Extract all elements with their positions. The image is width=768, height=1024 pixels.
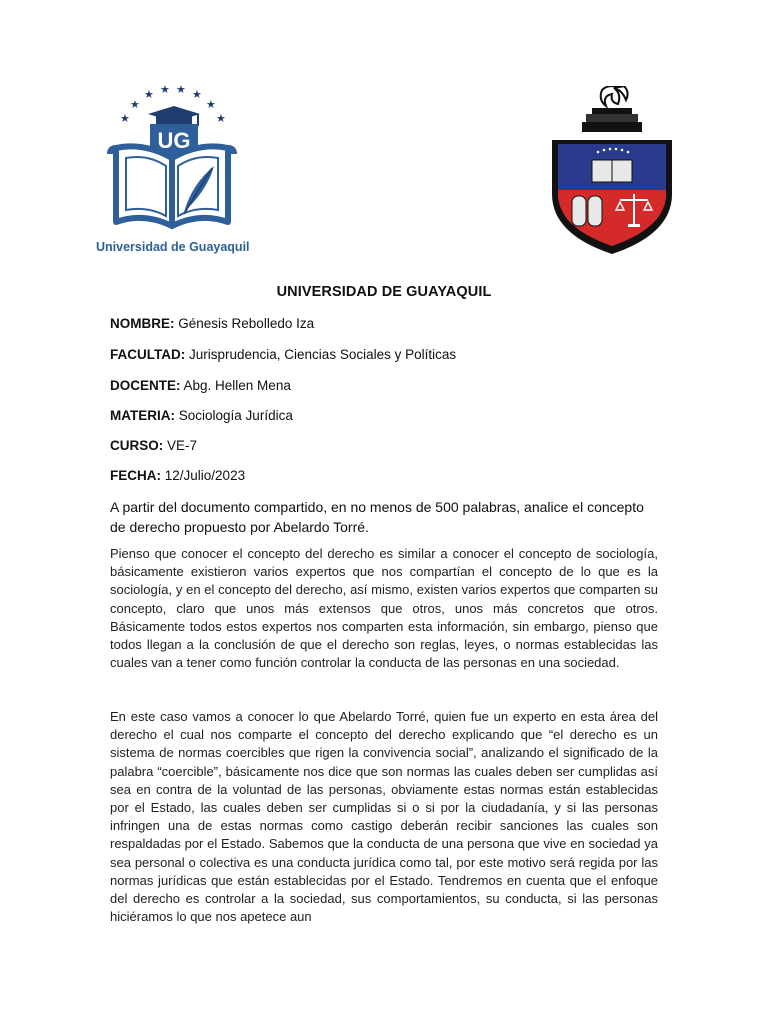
field-label: FECHA: xyxy=(110,468,161,483)
assignment-question: A partir del documento compartido, en no menos de 500 palabras, analice el concepto de derecho propuesto por Abelardo Torré. xyxy=(110,499,644,535)
document-title: UNIVERSIDAD DE GUAYAQUIL xyxy=(276,284,492,300)
field-materia xyxy=(110,408,293,423)
field-value: Abg. Hellen Mena xyxy=(183,378,291,393)
field-docente xyxy=(110,378,291,393)
field-label: FACULTAD: xyxy=(110,347,186,362)
field-label: CURSO: xyxy=(110,438,164,453)
field-curso xyxy=(110,438,197,453)
faculty-crest xyxy=(548,86,676,258)
field-value: Jurisprudencia, Ciencias Sociales y Políticas xyxy=(189,347,457,362)
field-nombre xyxy=(110,316,314,331)
svg-text:★: ★ xyxy=(216,112,226,125)
field-value: Génesis Rebolledo Iza xyxy=(178,316,315,331)
field-value: Sociología Jurídica xyxy=(178,408,293,423)
svg-text:★: ★ xyxy=(160,84,170,96)
field-facultad xyxy=(110,347,456,362)
university-logo xyxy=(96,84,248,262)
logo-monogram: UG xyxy=(157,128,191,153)
svg-text:★: ★ xyxy=(144,88,154,101)
svg-text:★: ★ xyxy=(120,112,130,125)
svg-text:★: ★ xyxy=(176,84,186,96)
university-logo-emblem xyxy=(96,84,248,236)
svg-text:★: ★ xyxy=(192,88,202,101)
field-value: VE-7 xyxy=(167,438,198,453)
field-label: NOMBRE: xyxy=(110,316,175,331)
field-fecha xyxy=(110,468,245,483)
field-label: MATERIA: xyxy=(110,408,175,423)
university-logo-text: Universidad de Guayaquil xyxy=(96,240,250,254)
field-value: 12/Julio/2023 xyxy=(164,468,246,483)
body-paragraph-2: En este caso vamos a conocer lo que Abelardo Torré, quien fue un experto en esta área del derecho el cual nos comparte el concepto del derecho explicando que “el derecho es un sistema de normas coercibles que rigen la convivencia social”, analizando el significado de la palabra “coercible”, básicamente nos dice que son normas las cuales deben ser cumplidas así sea en contra de la voluntad de las personas, obviamente estas normas están establecidas por el Estado, las cuales deben ser cumplidas si o si por la ciudadanía, y si las personas infringen una de estas normas como castigo deberán recibir sanciones las cuales son respaldadas por el Estado. Sabemos que la conducta de una persona que vive en sociedad ya sea personal o colectiva es una conducta jurídica como tal, por este motivo será regida por las normas jurídicas que están establecidas por el Estado. Tendremos en cuenta que el enfoque del derecho es controlar a la sociedad, sus comportamientos, su conducta, si las personas hiciéramos lo que nos apetece aun xyxy=(110,709,658,925)
svg-text:★: ★ xyxy=(130,98,140,111)
svg-text:★: ★ xyxy=(206,98,216,111)
field-label: DOCENTE: xyxy=(110,378,181,393)
crest-emblem xyxy=(548,86,676,258)
body-paragraph-1: Pienso que conocer el concepto del derecho es similar a conocer el concepto de sociología, básicamente existieron varios expertos que nos compartían el concepto de lo que es la sociología, y en el concepto del derecho, así mismo, existen varios expertos que comparten su concepto, claro que unos más extensos que otros, unos más concretos que otros. Básicamente todos estos expertos nos comparten esta información, sin embargo, pienso que todos llegan a la conclusión de que el derecho son reglas, leyes, o normas establecidas las cuales van a tener como función controlar la conducta de las personas en una sociedad. xyxy=(110,546,658,671)
